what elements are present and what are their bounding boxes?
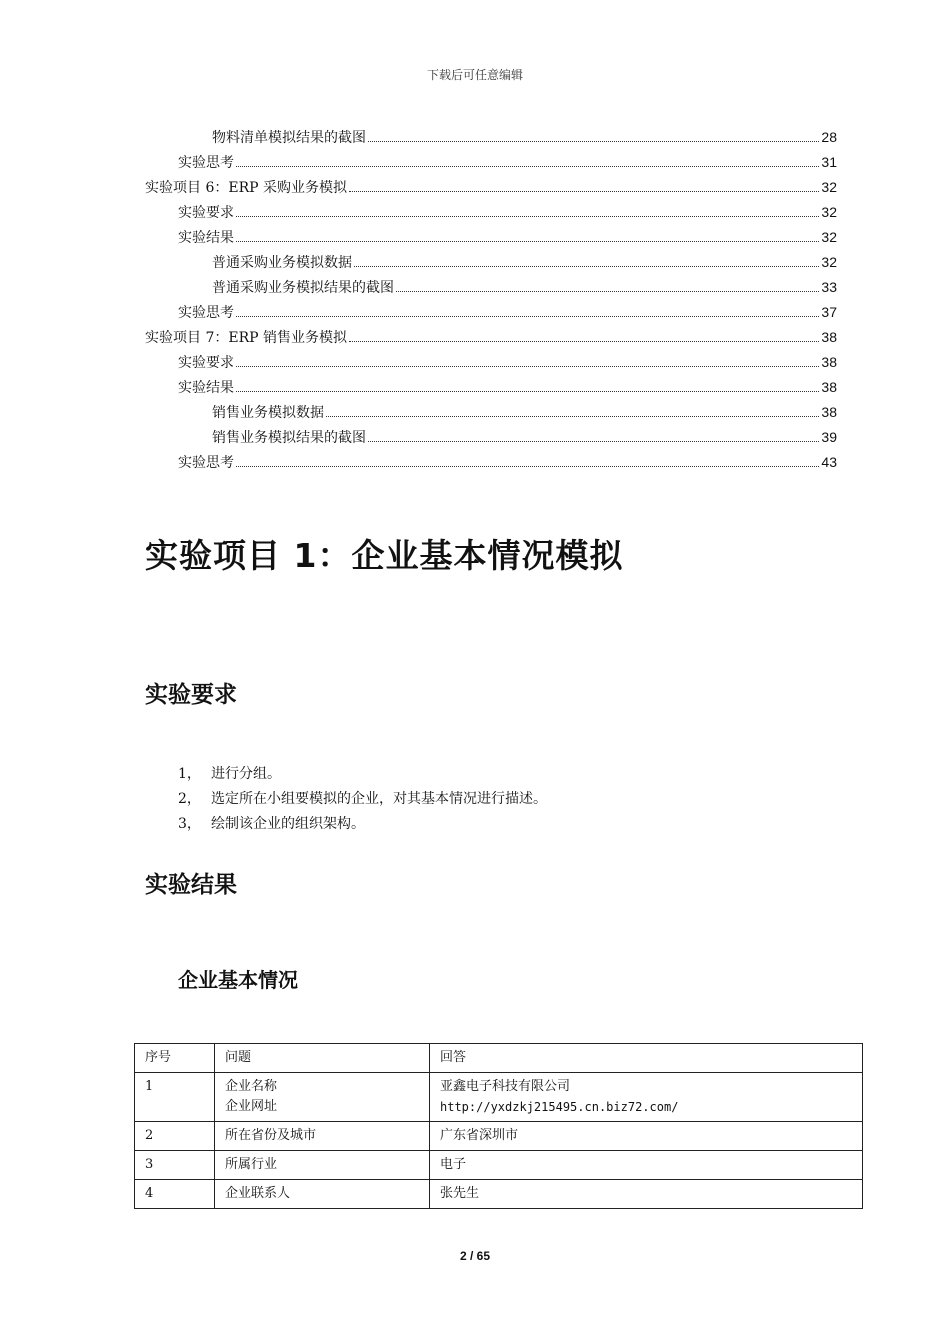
question-text: 企业名称 — [225, 1079, 278, 1094]
table-cell-question: 所属行业 — [215, 1151, 430, 1180]
toc-entry-page: 28 — [821, 129, 837, 145]
toc-entry[interactable] — [145, 227, 837, 252]
toc-leader — [236, 315, 819, 317]
table-header-cell: 问题 — [215, 1044, 430, 1073]
list-item-text: 选定所在小组要模拟的企业，对其基本情况进行描述。 — [211, 791, 547, 807]
table-cell-answer: 电子 — [430, 1151, 863, 1180]
toc-leader — [368, 440, 819, 442]
table-header-cell: 回答 — [430, 1044, 863, 1073]
table-of-contents — [145, 127, 837, 477]
header-note: 下载后可任意编辑 — [426, 68, 523, 82]
table-cell-answer: 广东省深圳市 — [430, 1122, 863, 1151]
toc-entry-page: 32 — [821, 254, 837, 270]
toc-entry-text: 实验结果 — [178, 380, 234, 396]
table-cell-answer — [430, 1073, 863, 1122]
table-cell-question: 企业联系人 — [215, 1180, 430, 1209]
list-item-text: 进行分组。 — [211, 766, 281, 782]
table-header-cell: 序号 — [135, 1044, 215, 1073]
toc-entry-text: 实验思考 — [178, 155, 234, 171]
toc-entry[interactable] — [145, 177, 837, 202]
table-cell-answer: 张先生 — [430, 1180, 863, 1209]
table-header-row — [135, 1044, 863, 1073]
toc-entry-text: 普通采购业务模拟数据 — [212, 255, 352, 271]
table-cell-number: 1 — [135, 1073, 215, 1122]
toc-entry-page: 38 — [821, 404, 837, 420]
toc-entry-text: 实验要求 — [178, 205, 234, 221]
table-cell-question — [215, 1073, 430, 1122]
toc-entry-text: 实验思考 — [178, 455, 234, 471]
toc-entry[interactable] — [145, 152, 837, 177]
table-cell-number: 2 — [135, 1122, 215, 1151]
table-row — [135, 1151, 863, 1180]
company-info-table — [134, 1043, 863, 1209]
toc-entry-text: 普通采购业务模拟结果的截图 — [212, 280, 394, 296]
table-cell-question: 所在省份及城市 — [215, 1122, 430, 1151]
toc-entry-text: 销售业务模拟数据 — [212, 405, 324, 421]
page-number: 2 / 65 — [459, 1249, 491, 1263]
toc-entry-text: 销售业务模拟结果的截图 — [212, 430, 366, 446]
toc-entry-text: 实验要求 — [178, 355, 234, 371]
toc-entry-text: 实验思考 — [178, 305, 234, 321]
toc-entry-page: 32 — [821, 179, 837, 195]
toc-entry[interactable] — [145, 127, 837, 152]
list-item-number: 1， — [178, 766, 201, 782]
section-heading-requirements: 实验要求 — [145, 682, 237, 708]
toc-entry-page: 31 — [821, 154, 837, 170]
toc-entry[interactable] — [145, 427, 837, 452]
toc-entry[interactable] — [145, 377, 837, 402]
toc-entry-page: 43 — [821, 454, 837, 470]
toc-leader — [396, 290, 819, 292]
toc-entry-page: 38 — [821, 354, 837, 370]
table-row — [135, 1122, 863, 1151]
toc-entry-text: 物料清单模拟结果的截图 — [212, 130, 366, 146]
subsection-heading-basic-info: 企业基本情况 — [178, 968, 298, 992]
toc-entry-page: 38 — [821, 379, 837, 395]
toc-entry-text: 实验结果 — [178, 230, 234, 246]
table-row — [135, 1073, 863, 1122]
toc-entry[interactable] — [145, 202, 837, 227]
toc-leader — [236, 215, 819, 217]
toc-entry-page: 33 — [821, 279, 837, 295]
list-item-number: 2， — [178, 791, 201, 807]
list-item-text: 绘制该企业的组织架构。 — [211, 816, 365, 832]
toc-entry-page: 32 — [821, 204, 837, 220]
toc-leader — [236, 165, 819, 167]
list-item — [178, 764, 547, 789]
toc-entry[interactable] — [145, 302, 837, 327]
section-heading-results: 实验结果 — [145, 872, 237, 898]
table-cell-number: 4 — [135, 1180, 215, 1209]
list-item — [178, 814, 547, 839]
list-item — [178, 789, 547, 814]
answer-text: 亚鑫电子科技有限公司 — [440, 1079, 571, 1094]
toc-entry-page: 39 — [821, 429, 837, 445]
toc-leader — [368, 140, 819, 142]
requirements-list — [178, 764, 547, 839]
list-item-number: 3， — [178, 816, 201, 832]
toc-entry-page: 37 — [821, 304, 837, 320]
toc-entry[interactable] — [145, 402, 837, 427]
toc-entry-page: 32 — [821, 229, 837, 245]
toc-leader — [236, 465, 819, 467]
answer-url[interactable]: http://yxdzkj215495.cn.biz72.com/ — [440, 1100, 679, 1114]
toc-leader — [349, 340, 819, 342]
toc-leader — [236, 240, 819, 242]
toc-leader — [354, 265, 819, 267]
chapter-title: 实验项目 1：企业基本情况模拟 — [145, 536, 624, 575]
toc-leader — [236, 365, 819, 367]
table-cell-number: 3 — [135, 1151, 215, 1180]
toc-entry[interactable] — [145, 352, 837, 377]
toc-leader — [326, 415, 819, 417]
toc-leader — [349, 190, 819, 192]
toc-leader — [236, 390, 819, 392]
toc-entry[interactable] — [145, 327, 837, 352]
question-text: 企业网址 — [225, 1099, 278, 1114]
toc-entry-text: 实验项目 7：ERP 销售业务模拟 — [145, 330, 347, 346]
toc-entry[interactable] — [145, 252, 837, 277]
toc-entry-page: 38 — [821, 329, 837, 345]
table-row — [135, 1180, 863, 1209]
toc-entry[interactable] — [145, 452, 837, 477]
toc-entry[interactable] — [145, 277, 837, 302]
toc-entry-text: 实验项目 6：ERP 采购业务模拟 — [145, 180, 347, 196]
